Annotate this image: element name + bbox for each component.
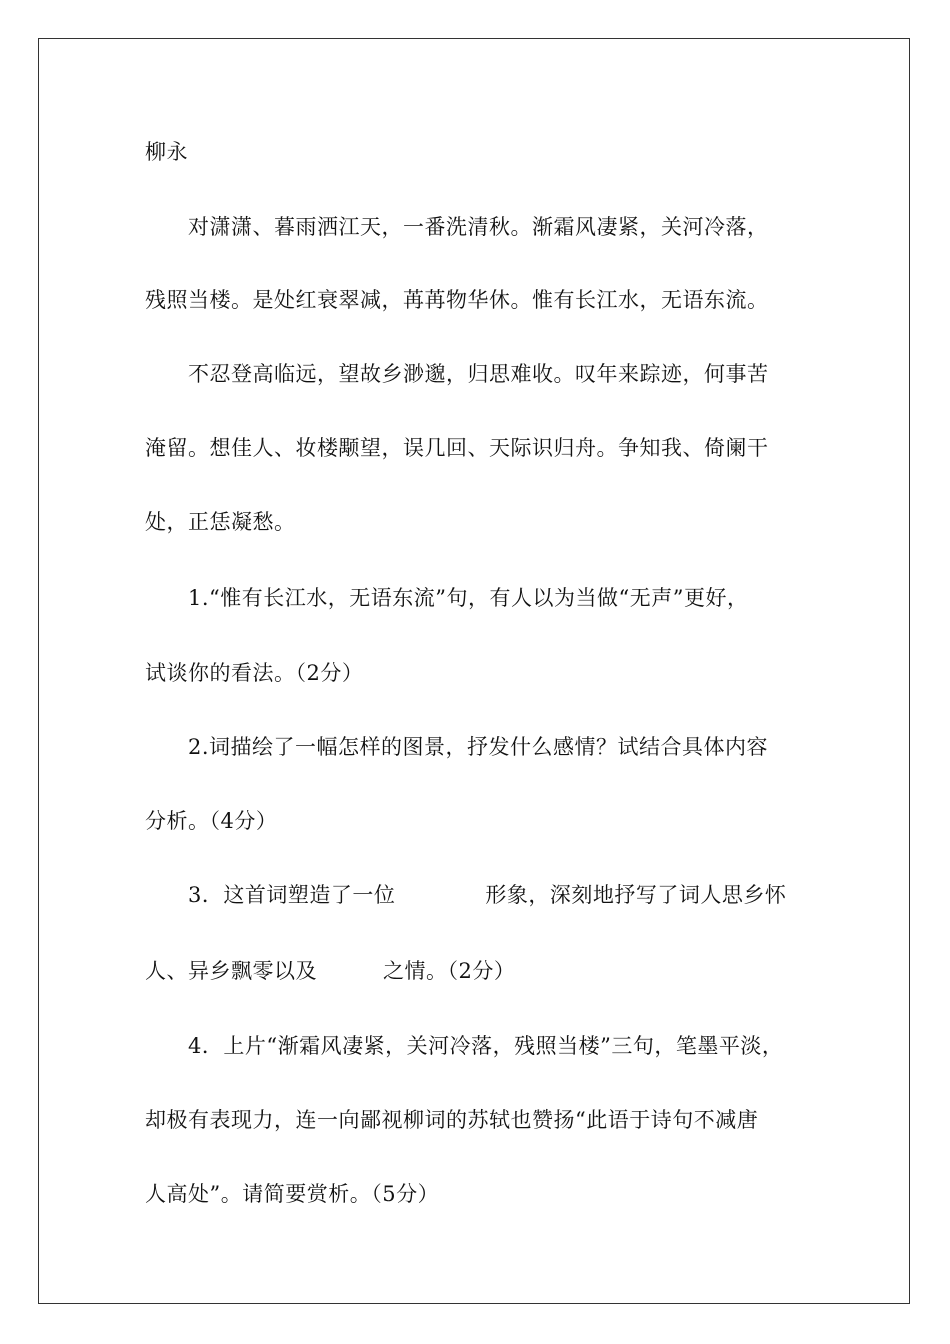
- poem-stanza1-line2: 残照当楼。是处红衰翠减，苒苒物华休。惟有长江水，无语东流。: [145, 288, 769, 312]
- poem-stanza2-line1: 不忍登高临远，望故乡渺邈，归思难收。叹年来踪迹，何事苦: [188, 362, 769, 386]
- poem-stanza2-line2: 淹留。想佳人、妆楼颙望，误几回、天际识归舟。争知我、倚阑干: [145, 436, 769, 460]
- question-1-line1: 1.“惟有长江水，无语东流”句，有人以为当做“无声”更好，: [188, 586, 749, 610]
- poem-author: 柳永: [145, 140, 188, 164]
- question-3-text-after-blank: 形象，深刻地抒写了词人思乡怀: [485, 883, 787, 907]
- poem-stanza1-line1: 对潇潇、暮雨洒江天，一番洗清秋。渐霜风凄紧，关河冷落，: [188, 215, 769, 239]
- question-2-line1: 2.词描绘了一幅怎样的图景，抒发什么感情？试结合具体内容: [188, 735, 769, 759]
- question-3-text-before-blank: 3．这首词塑造了一位: [188, 883, 396, 907]
- question-1-line2: 试谈你的看法。（2分）: [145, 661, 364, 685]
- question-4-line2: 却极有表现力，连一向鄙视柳词的苏轼也赞扬“此语于诗句不减唐: [145, 1108, 759, 1132]
- question-4-line1: 4．上片“渐霜风凄紧，关河冷落，残照当楼”三句，笔墨平淡，: [188, 1034, 784, 1058]
- question-3-line1: [188, 880, 786, 910]
- question-3-line2-text-before-blank: 人、异乡飘零以及: [145, 959, 317, 983]
- question-2-line2: 分析。（4分）: [145, 809, 278, 833]
- poem-stanza2-line3: 处，正恁凝愁。: [145, 510, 296, 534]
- question-4-line3: 人高处”。请简要赏析。（5分）: [145, 1182, 440, 1206]
- question-3-line2-text-after-blank: 之情。（2分）: [383, 959, 516, 983]
- question-3-line2: [145, 956, 515, 986]
